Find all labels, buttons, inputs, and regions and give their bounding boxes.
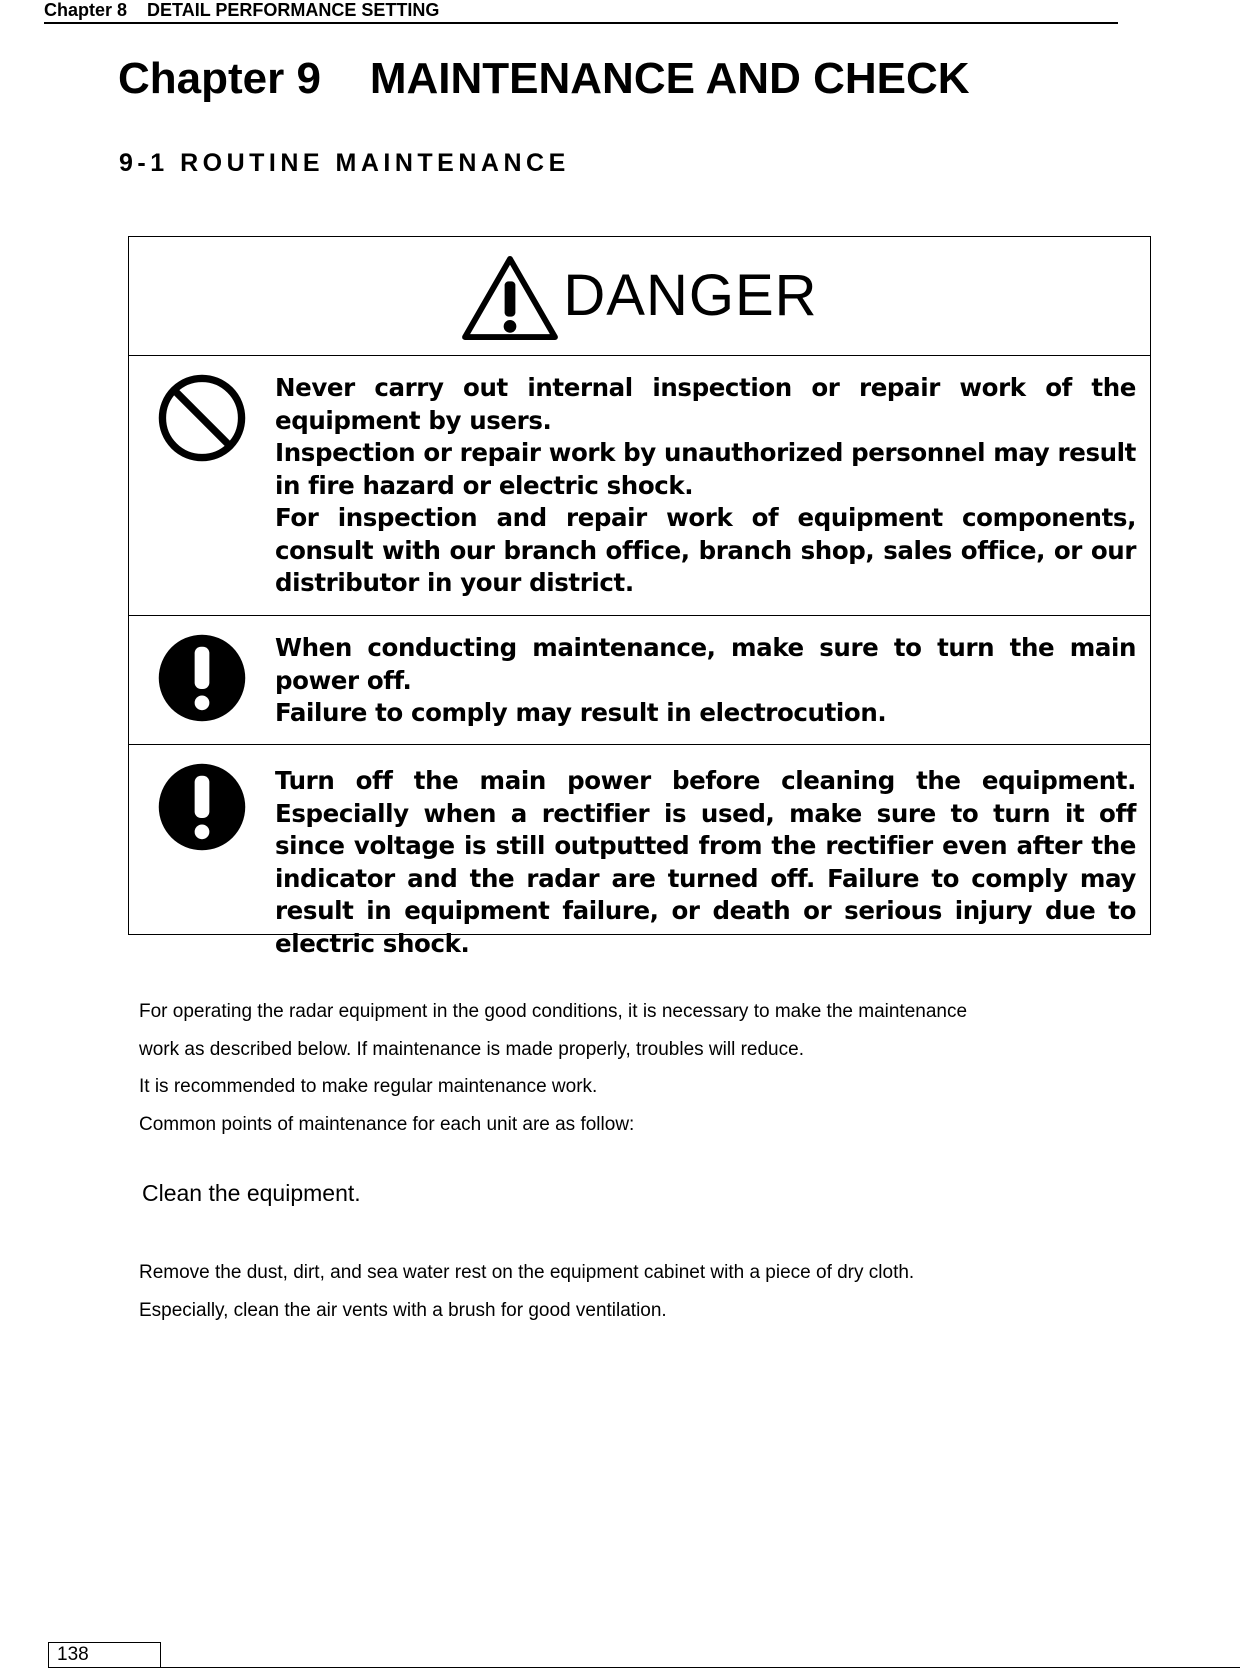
prohibition-icon xyxy=(156,372,248,464)
footer-rule xyxy=(48,1667,1240,1668)
body-line: Common points of maintenance for each unit are as follow: xyxy=(139,1113,635,1135)
subheading: Clean the equipment. xyxy=(142,1180,361,1206)
body-line: Remove the dust, dirt, and sea water rest on the equipment cabinet with a piece of dry cloth. xyxy=(139,1262,915,1283)
running-header: Chapter 8 DETAIL PERFORMANCE SETTING xyxy=(44,0,1118,24)
danger-row xyxy=(129,356,1150,616)
danger-text-line: Turn off the main power before cleaning the equipment. Especially when a rectifier is used, make sure to turn it off since voltage is still outputted from the rectifier even after the indicator and the radar are turned off. Failure to comply may result in equipment failure, or death or serious injury due to electric shock. xyxy=(275,766,1136,958)
body-line: work as described below. If maintenance is made properly, troubles will reduce. xyxy=(139,1038,804,1060)
danger-row-text xyxy=(275,356,1150,615)
danger-row-text xyxy=(275,616,1150,744)
danger-row-icon xyxy=(129,616,275,744)
danger-text-line: Inspection or repair work by unauthorized personnel may result in fire hazard or electric shock. xyxy=(275,438,1136,500)
danger-text-line: Failure to comply may result in electrocution. xyxy=(275,698,887,727)
body-line: Especially, clean the air vents with a brush for good ventilation. xyxy=(139,1300,667,1321)
danger-row xyxy=(129,745,1150,960)
danger-notice-box xyxy=(128,236,1151,958)
danger-row-icon xyxy=(129,356,275,615)
exclamation-circle-icon xyxy=(156,632,248,724)
danger-text-line: For inspection and repair work of equipment components, consult with our branch office, branch shop, sales office, or our distributor in your district. xyxy=(275,503,1136,597)
chapter-title: Chapter 9 MAINTENANCE AND CHECK xyxy=(118,54,970,103)
danger-header xyxy=(129,237,1150,356)
intro-paragraph xyxy=(139,993,1139,1143)
clean-paragraph xyxy=(139,1254,1139,1330)
danger-row xyxy=(129,616,1150,745)
danger-text-line: Never carry out internal inspection or repair work of the equipment by users. xyxy=(275,373,1136,435)
danger-text-line: When conducting maintenance, make sure to turn the main power off. xyxy=(275,633,1136,695)
body-line: It is recommended to make regular maintenance work. xyxy=(139,1076,598,1097)
warning-triangle-icon xyxy=(461,255,559,341)
page-number: 138 xyxy=(48,1642,161,1667)
danger-row-text xyxy=(275,745,1150,960)
danger-label: DANGER xyxy=(563,263,818,328)
body-line: For operating the radar equipment in the good conditions, it is necessary to make the maintenance xyxy=(139,1001,968,1022)
danger-row-icon xyxy=(129,745,275,960)
exclamation-circle-icon xyxy=(156,761,248,853)
section-title: 9-1 ROUTINE MAINTENANCE xyxy=(119,149,570,177)
